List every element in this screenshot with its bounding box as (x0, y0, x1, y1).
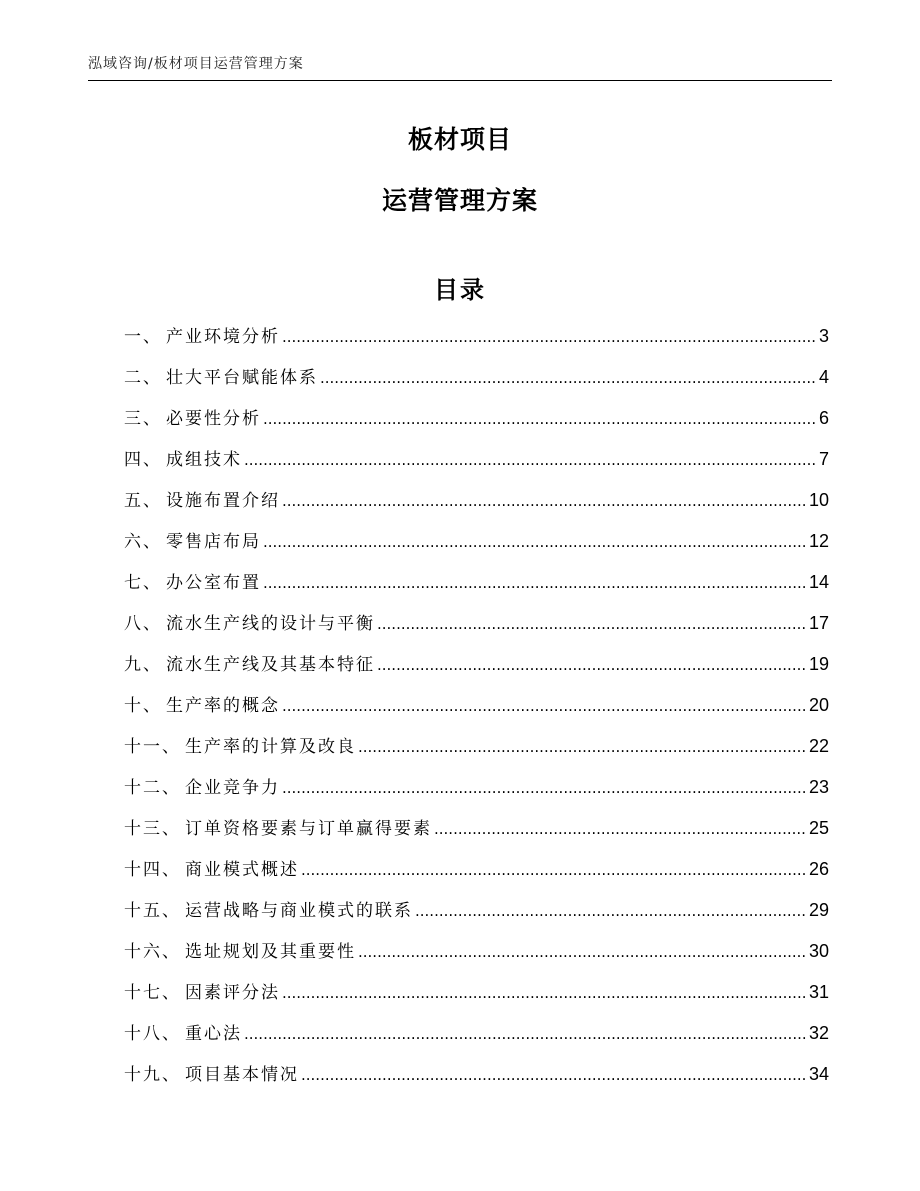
toc-entry-title: 流水生产线及其基本特征 (166, 655, 375, 675)
toc-entry-title: 产业环境分析 (166, 327, 280, 347)
toc-entry-title: 成组技术 (166, 450, 242, 470)
toc-entry-number: 六、 (124, 532, 162, 552)
toc-entry-title: 因素评分法 (185, 983, 280, 1003)
toc-entry-page: 12 (808, 531, 829, 551)
toc-leader-dots (263, 530, 807, 554)
toc-entry[interactable] (124, 1021, 829, 1062)
toc-entry-number: 十七、 (124, 983, 181, 1003)
toc-heading: 目录 (434, 276, 486, 304)
table-of-contents (124, 324, 829, 1103)
toc-entry-title: 企业竞争力 (185, 778, 280, 798)
toc-entry-number: 八、 (124, 614, 162, 634)
toc-entry[interactable] (124, 693, 829, 734)
document-title-line1: 板材项目 (407, 125, 512, 154)
toc-entry-number: 十一、 (124, 737, 181, 757)
toc-entry-number: 十四、 (124, 860, 181, 880)
toc-leader-dots (263, 407, 817, 431)
toc-leader-dots (282, 325, 817, 349)
toc-entry-page: 30 (808, 941, 829, 961)
toc-entry-page: 4 (818, 367, 829, 387)
toc-entry-title: 选址规划及其重要性 (185, 942, 356, 962)
toc-leader-dots (244, 1022, 807, 1046)
toc-leader-dots (358, 940, 807, 964)
toc-entry-number: 七、 (124, 573, 162, 593)
toc-entry[interactable] (124, 529, 829, 570)
toc-entry[interactable] (124, 816, 829, 857)
toc-entry-title: 生产率的计算及改良 (185, 737, 356, 757)
toc-entry[interactable] (124, 447, 829, 488)
toc-leader-dots (358, 735, 807, 759)
toc-entry-number: 十八、 (124, 1024, 181, 1044)
toc-entry-number: 三、 (124, 409, 162, 429)
toc-leader-dots (282, 981, 807, 1005)
toc-entry[interactable] (124, 1062, 829, 1103)
toc-leader-dots (377, 653, 807, 677)
toc-entry[interactable] (124, 939, 829, 980)
toc-leader-dots (434, 817, 807, 841)
toc-leader-dots (282, 694, 807, 718)
toc-entry-page: 17 (808, 613, 829, 633)
toc-leader-dots (263, 571, 807, 595)
toc-entry-number: 五、 (124, 491, 162, 511)
toc-leader-dots (415, 899, 807, 923)
toc-entry-title: 必要性分析 (166, 409, 261, 429)
running-header: 泓域咨询/板材项目运营管理方案 (88, 56, 304, 72)
toc-entry-number: 二、 (124, 368, 162, 388)
toc-entry-number: 一、 (124, 327, 162, 347)
toc-entry[interactable] (124, 857, 829, 898)
toc-entry-title: 零售店布局 (166, 532, 261, 552)
toc-entry-page: 3 (818, 326, 829, 346)
toc-entry-title: 流水生产线的设计与平衡 (166, 614, 375, 634)
toc-entry[interactable] (124, 365, 829, 406)
toc-entry-page: 7 (818, 449, 829, 469)
toc-leader-dots (320, 366, 817, 390)
toc-entry-number: 十二、 (124, 778, 181, 798)
header-rule (88, 80, 832, 81)
toc-entry-title: 重心法 (185, 1024, 242, 1044)
toc-entry[interactable] (124, 775, 829, 816)
toc-entry-title: 商业模式概述 (185, 860, 299, 880)
toc-entry-page: 20 (808, 695, 829, 715)
toc-entry-page: 29 (808, 900, 829, 920)
toc-entry[interactable] (124, 324, 829, 365)
toc-entry[interactable] (124, 898, 829, 939)
toc-leader-dots (282, 776, 807, 800)
toc-entry-title: 订单资格要素与订单赢得要素 (185, 819, 432, 839)
toc-leader-dots (377, 612, 807, 636)
toc-leader-dots (244, 448, 817, 472)
toc-leader-dots (301, 858, 807, 882)
toc-entry-number: 十九、 (124, 1065, 181, 1085)
toc-entry-number: 十六、 (124, 942, 181, 962)
toc-entry-page: 22 (808, 736, 829, 756)
toc-entry-page: 6 (818, 408, 829, 428)
toc-entry-page: 31 (808, 982, 829, 1002)
toc-entry-number: 九、 (124, 655, 162, 675)
toc-entry[interactable] (124, 570, 829, 611)
toc-entry[interactable] (124, 611, 829, 652)
toc-entry-number: 四、 (124, 450, 162, 470)
toc-leader-dots (301, 1063, 807, 1087)
toc-entry-title: 运营战略与商业模式的联系 (185, 901, 413, 921)
toc-entry-page: 14 (808, 572, 829, 592)
toc-entry-title: 办公室布置 (166, 573, 261, 593)
toc-entry-page: 34 (808, 1064, 829, 1084)
toc-entry-page: 32 (808, 1023, 829, 1043)
toc-entry-page: 10 (808, 490, 829, 510)
toc-entry[interactable] (124, 406, 829, 447)
toc-entry[interactable] (124, 488, 829, 529)
toc-entry[interactable] (124, 980, 829, 1021)
toc-entry-title: 项目基本情况 (185, 1065, 299, 1085)
toc-entry-number: 十三、 (124, 819, 181, 839)
toc-entry-title: 壮大平台赋能体系 (166, 368, 318, 388)
toc-leader-dots (282, 489, 807, 513)
toc-entry[interactable] (124, 734, 829, 775)
document-title-line2: 运营管理方案 (381, 186, 538, 215)
toc-entry-title: 生产率的概念 (166, 696, 280, 716)
toc-entry-page: 19 (808, 654, 829, 674)
toc-entry-page: 25 (808, 818, 829, 838)
toc-entry-page: 26 (808, 859, 829, 879)
toc-entry-page: 23 (808, 777, 829, 797)
toc-entry-number: 十、 (124, 696, 162, 716)
toc-entry-number: 十五、 (124, 901, 181, 921)
toc-entry-title: 设施布置介绍 (166, 491, 280, 511)
toc-entry[interactable] (124, 652, 829, 693)
